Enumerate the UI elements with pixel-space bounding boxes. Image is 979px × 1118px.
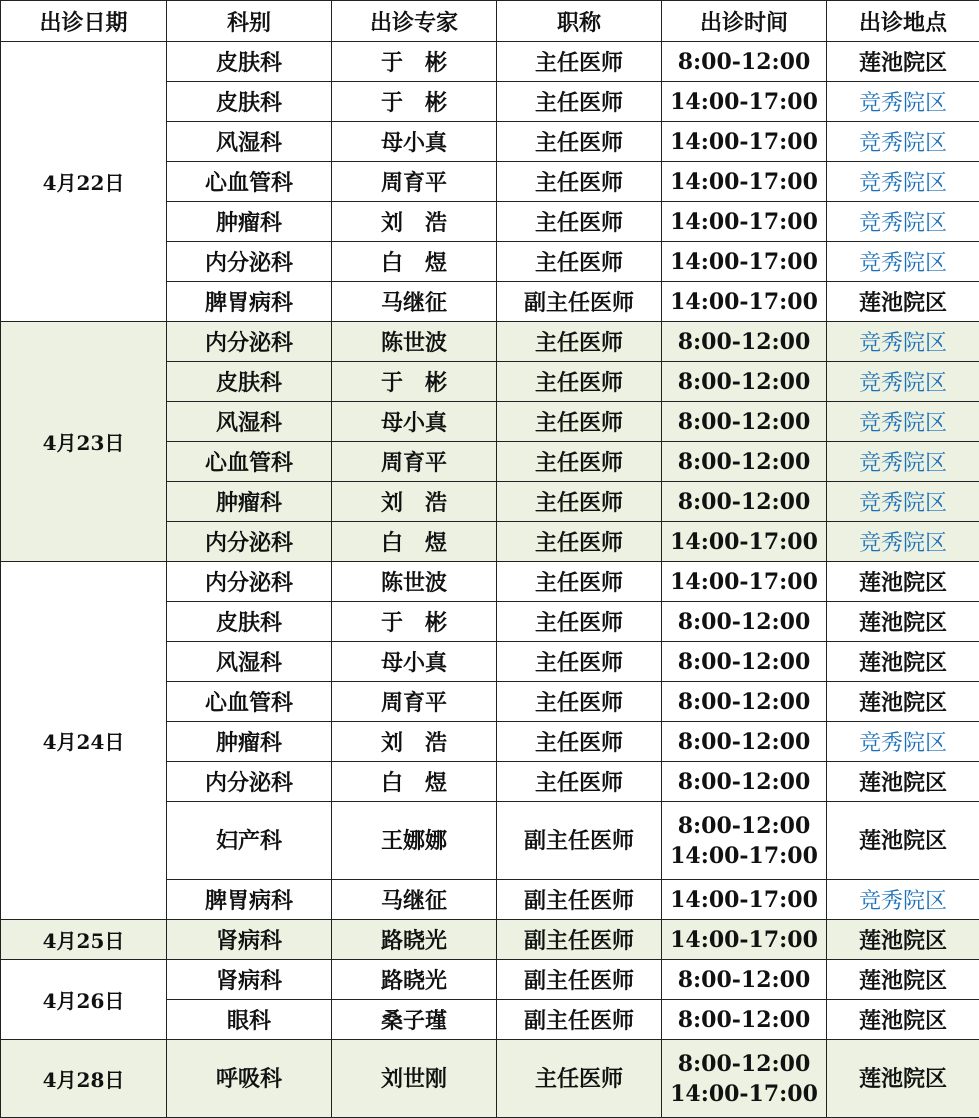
time-cell — [662, 482, 827, 522]
location-cell: 竞秀院区 — [827, 122, 979, 162]
time-slot: 14:00-17:00 — [662, 289, 826, 315]
time-slot: 8:00-12:00 — [662, 1049, 826, 1079]
department-cell: 皮肤科 — [167, 602, 332, 642]
location-cell: 莲池院区 — [827, 282, 979, 322]
doctor-cell: 路晓光 — [332, 960, 497, 1000]
table-row — [1, 42, 979, 82]
title-cell: 主任医师 — [497, 642, 662, 682]
time-cell — [662, 802, 827, 880]
table-row — [1, 562, 979, 602]
time-cell — [662, 960, 827, 1000]
doctor-cell: 王娜娜 — [332, 802, 497, 880]
doctor-cell: 马继征 — [332, 880, 497, 920]
time-cell — [662, 122, 827, 162]
title-cell: 副主任医师 — [497, 802, 662, 880]
doctor-cell: 母小真 — [332, 122, 497, 162]
location-cell: 莲池院区 — [827, 1000, 979, 1040]
title-cell: 主任医师 — [497, 682, 662, 722]
title-cell: 副主任医师 — [497, 960, 662, 1000]
department-cell: 脾胃病科 — [167, 282, 332, 322]
time-slot: 8:00-12:00 — [662, 609, 826, 635]
doctor-cell: 陈世波 — [332, 322, 497, 362]
header-date: 出诊日期 — [1, 1, 167, 42]
title-cell: 主任医师 — [497, 402, 662, 442]
title-cell: 主任医师 — [497, 42, 662, 82]
location-cell: 莲池院区 — [827, 602, 979, 642]
location-cell: 莲池院区 — [827, 920, 979, 960]
time-cell — [662, 602, 827, 642]
location-cell: 竞秀院区 — [827, 722, 979, 762]
time-cell — [662, 402, 827, 442]
time-slot: 14:00-17:00 — [662, 249, 826, 275]
doctor-cell: 于 彬 — [332, 602, 497, 642]
doctor-cell: 刘 浩 — [332, 482, 497, 522]
location-cell: 竞秀院区 — [827, 362, 979, 402]
time-slot: 8:00-12:00 — [662, 729, 826, 755]
time-slot: 8:00-12:00 — [662, 811, 826, 841]
location-cell: 莲池院区 — [827, 562, 979, 602]
time-cell — [662, 880, 827, 920]
location-cell: 莲池院区 — [827, 1040, 979, 1118]
header-row — [1, 1, 979, 42]
schedule-body — [1, 42, 979, 1118]
header-department: 科别 — [167, 1, 332, 42]
department-cell: 肾病科 — [167, 920, 332, 960]
department-cell: 皮肤科 — [167, 82, 332, 122]
department-cell: 风湿科 — [167, 122, 332, 162]
title-cell: 主任医师 — [497, 322, 662, 362]
title-cell: 副主任医师 — [497, 1000, 662, 1040]
title-cell: 副主任医师 — [497, 920, 662, 960]
location-cell: 竞秀院区 — [827, 402, 979, 442]
time-slot: 8:00-12:00 — [662, 329, 826, 355]
time-cell — [662, 642, 827, 682]
title-cell: 副主任医师 — [497, 282, 662, 322]
time-slot: 8:00-12:00 — [662, 489, 826, 515]
department-cell: 心血管科 — [167, 682, 332, 722]
time-slot: 8:00-12:00 — [662, 49, 826, 75]
time-slot: 8:00-12:00 — [662, 967, 826, 993]
title-cell: 主任医师 — [497, 522, 662, 562]
time-cell — [662, 722, 827, 762]
table-row — [1, 960, 979, 1000]
title-cell: 主任医师 — [497, 602, 662, 642]
date-cell: 4月24日 — [1, 562, 167, 920]
doctor-cell: 刘 浩 — [332, 202, 497, 242]
location-cell: 莲池院区 — [827, 42, 979, 82]
location-cell: 莲池院区 — [827, 642, 979, 682]
doctor-cell: 路晓光 — [332, 920, 497, 960]
title-cell: 主任医师 — [497, 442, 662, 482]
doctor-cell: 陈世波 — [332, 562, 497, 602]
date-cell: 4月25日 — [1, 920, 167, 960]
doctor-cell: 周育平 — [332, 442, 497, 482]
date-cell: 4月23日 — [1, 322, 167, 562]
time-slot: 8:00-12:00 — [662, 1007, 826, 1033]
doctor-cell: 周育平 — [332, 162, 497, 202]
table-row — [1, 920, 979, 960]
time-slot: 14:00-17:00 — [662, 89, 826, 115]
doctor-cell: 于 彬 — [332, 42, 497, 82]
date-cell: 4月22日 — [1, 42, 167, 322]
time-slot: 14:00-17:00 — [662, 529, 826, 555]
location-cell: 竞秀院区 — [827, 880, 979, 920]
time-cell — [662, 562, 827, 602]
time-cell — [662, 82, 827, 122]
doctor-cell: 母小真 — [332, 642, 497, 682]
location-cell: 莲池院区 — [827, 682, 979, 722]
department-cell: 风湿科 — [167, 402, 332, 442]
department-cell: 风湿科 — [167, 642, 332, 682]
doctor-cell: 白 煜 — [332, 522, 497, 562]
doctor-cell: 白 煜 — [332, 242, 497, 282]
title-cell: 主任医师 — [497, 762, 662, 802]
time-slot: 8:00-12:00 — [662, 369, 826, 395]
department-cell: 内分泌科 — [167, 322, 332, 362]
department-cell: 肿瘤科 — [167, 482, 332, 522]
title-cell: 主任医师 — [497, 122, 662, 162]
department-cell: 内分泌科 — [167, 522, 332, 562]
time-cell — [662, 242, 827, 282]
doctor-cell: 白 煜 — [332, 762, 497, 802]
time-slot: 8:00-12:00 — [662, 689, 826, 715]
time-cell — [662, 282, 827, 322]
time-slot: 14:00-17:00 — [662, 887, 826, 913]
department-cell: 脾胃病科 — [167, 880, 332, 920]
location-cell: 竞秀院区 — [827, 202, 979, 242]
department-cell: 心血管科 — [167, 442, 332, 482]
doctor-cell: 刘 浩 — [332, 722, 497, 762]
time-slot: 14:00-17:00 — [662, 129, 826, 155]
table-row — [1, 322, 979, 362]
date-cell: 4月28日 — [1, 1040, 167, 1118]
location-cell: 竞秀院区 — [827, 322, 979, 362]
department-cell: 妇产科 — [167, 802, 332, 880]
doctor-cell: 刘世刚 — [332, 1040, 497, 1118]
department-cell: 内分泌科 — [167, 762, 332, 802]
time-cell — [662, 322, 827, 362]
location-cell: 竞秀院区 — [827, 442, 979, 482]
department-cell: 内分泌科 — [167, 562, 332, 602]
time-slot: 8:00-12:00 — [662, 649, 826, 675]
location-cell: 竞秀院区 — [827, 482, 979, 522]
table-row — [1, 1040, 979, 1118]
time-cell — [662, 1040, 827, 1118]
department-cell: 内分泌科 — [167, 242, 332, 282]
department-cell: 心血管科 — [167, 162, 332, 202]
title-cell: 主任医师 — [497, 482, 662, 522]
department-cell: 呼吸科 — [167, 1040, 332, 1118]
doctor-cell: 于 彬 — [332, 362, 497, 402]
time-cell — [662, 42, 827, 82]
location-cell: 莲池院区 — [827, 802, 979, 880]
doctor-cell: 桑子瑾 — [332, 1000, 497, 1040]
time-cell — [662, 362, 827, 402]
doctor-cell: 于 彬 — [332, 82, 497, 122]
time-cell — [662, 202, 827, 242]
time-cell — [662, 682, 827, 722]
title-cell: 主任医师 — [497, 162, 662, 202]
time-cell — [662, 920, 827, 960]
time-cell — [662, 162, 827, 202]
title-cell: 主任医师 — [497, 562, 662, 602]
doctor-cell: 母小真 — [332, 402, 497, 442]
time-slot: 14:00-17:00 — [662, 927, 826, 953]
header-title: 职称 — [497, 1, 662, 42]
title-cell: 主任医师 — [497, 362, 662, 402]
title-cell: 主任医师 — [497, 1040, 662, 1118]
location-cell: 竞秀院区 — [827, 522, 979, 562]
title-cell: 主任医师 — [497, 82, 662, 122]
department-cell: 眼科 — [167, 1000, 332, 1040]
location-cell: 竞秀院区 — [827, 162, 979, 202]
department-cell: 肿瘤科 — [167, 202, 332, 242]
department-cell: 肾病科 — [167, 960, 332, 1000]
time-slot: 14:00-17:00 — [662, 1079, 826, 1109]
time-slot: 14:00-17:00 — [662, 841, 826, 871]
title-cell: 主任医师 — [497, 722, 662, 762]
time-cell — [662, 442, 827, 482]
time-cell — [662, 522, 827, 562]
department-cell: 肿瘤科 — [167, 722, 332, 762]
header-location: 出诊地点 — [827, 1, 979, 42]
header-time: 出诊时间 — [662, 1, 827, 42]
time-slot: 8:00-12:00 — [662, 409, 826, 435]
location-cell: 竞秀院区 — [827, 242, 979, 282]
doctor-cell: 马继征 — [332, 282, 497, 322]
location-cell: 莲池院区 — [827, 960, 979, 1000]
title-cell: 副主任医师 — [497, 880, 662, 920]
title-cell: 主任医师 — [497, 242, 662, 282]
time-slot: 8:00-12:00 — [662, 449, 826, 475]
location-cell: 竞秀院区 — [827, 82, 979, 122]
time-cell — [662, 762, 827, 802]
date-cell: 4月26日 — [1, 960, 167, 1040]
time-slot: 14:00-17:00 — [662, 569, 826, 595]
time-slot: 14:00-17:00 — [662, 169, 826, 195]
time-slot: 8:00-12:00 — [662, 769, 826, 795]
location-cell: 莲池院区 — [827, 762, 979, 802]
title-cell: 主任医师 — [497, 202, 662, 242]
header-doctor: 出诊专家 — [332, 1, 497, 42]
time-slot: 14:00-17:00 — [662, 209, 826, 235]
department-cell: 皮肤科 — [167, 362, 332, 402]
time-cell — [662, 1000, 827, 1040]
department-cell: 皮肤科 — [167, 42, 332, 82]
doctor-cell: 周育平 — [332, 682, 497, 722]
